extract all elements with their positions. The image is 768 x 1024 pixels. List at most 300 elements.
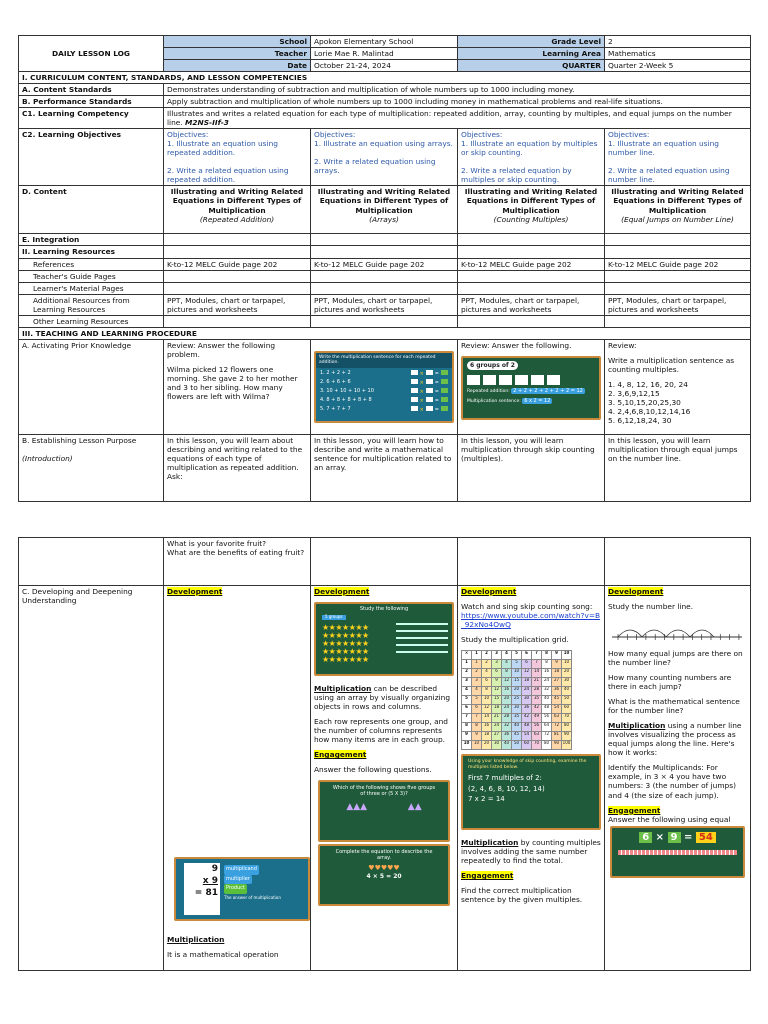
watch-instruction: Watch and sing skip counting song: — [461, 602, 593, 612]
grid-cell: 9 — [492, 678, 502, 687]
multiplicand: 9 — [211, 864, 218, 875]
engagement-tag: Engagement — [608, 805, 661, 815]
answer-boxes: × = — [411, 388, 448, 395]
grid-cell: 9 — [552, 651, 562, 660]
tg-day3 — [458, 270, 605, 282]
grid-cell: 2 — [462, 669, 472, 678]
grid-cell: 10 — [472, 741, 482, 750]
content-day4 — [605, 186, 751, 234]
reference-day3: K-to-12 MELC Guide page 202 — [458, 258, 605, 270]
grid-cell: 20 — [502, 696, 512, 705]
grid-cell: 81 — [552, 732, 562, 741]
quarter-value: Quarter 2-Week 5 — [605, 60, 751, 72]
mult-label: Multiplication sentence: — [467, 398, 521, 404]
multiples-item: 4. 2,4,6,8,10,12,14,16 — [608, 406, 691, 416]
tg-day1 — [164, 270, 311, 282]
grid-cell: 20 — [482, 741, 492, 750]
number-line-image — [608, 617, 746, 647]
numberline-definition: using a number line involves visualizing the process as equal jumps along the line. Here's how it works: — [608, 721, 742, 758]
grid-cell: 60 — [562, 705, 572, 714]
other-day3 — [458, 315, 605, 327]
grid-cell: 3 — [472, 678, 482, 687]
board-image-skip-counting — [461, 754, 601, 830]
grid-cell: 18 — [522, 678, 532, 687]
answer-boxes: × = — [411, 397, 448, 404]
establishing-label: B. Establishing Lesson Purpose — [22, 435, 137, 445]
grid-cell: 16 — [502, 687, 512, 696]
grid-cell: 12 — [482, 705, 492, 714]
establishing-day1 — [164, 434, 311, 501]
rows-explanation: Each row represents one group, and the number of columns represents how many items are in each group. — [314, 717, 448, 745]
activating-day4 — [605, 339, 751, 434]
question-favorite-fruit: What is your favorite fruit? — [167, 539, 267, 548]
grid-cell: 54 — [522, 732, 532, 741]
grid-cell: 90 — [562, 732, 572, 741]
introduction-label: (Introduction) — [22, 453, 73, 463]
grid-cell: 45 — [512, 732, 522, 741]
content-day3 — [458, 186, 605, 234]
ask-questions — [164, 538, 311, 586]
product-value: 54 — [696, 832, 716, 843]
board-image-multiplication-parts — [174, 857, 310, 921]
multiplication-heading: Multiplication — [461, 838, 519, 848]
integration-label: E. Integration — [19, 234, 164, 246]
objectives-day1 — [164, 129, 311, 186]
objective-2: 2. Write a related equation using repeated addition. — [167, 166, 289, 185]
board-rows — [316, 368, 452, 415]
board-instruction: Using your knowledge of skip counting, examine the multiples listed below. — [468, 759, 587, 770]
grid-cell: 90 — [552, 741, 562, 750]
repeated-addition-item: 5. 7 + 7 + 7 — [320, 406, 351, 413]
review-task: Write a multiplication sentence as counting multiples. — [608, 355, 735, 374]
grid-cell: 36 — [552, 687, 562, 696]
group-icons — [463, 373, 599, 387]
quarter-label: QUARTER — [458, 60, 605, 72]
objective-1: 1. Illustrate an equation using repeated addition. — [167, 139, 278, 158]
objectives-day3 — [458, 129, 605, 186]
grade-value: 2 — [605, 36, 751, 48]
content-standards-label: A. Content Standards — [19, 84, 164, 96]
activating-label: A. Activating Prior Knowledge — [19, 339, 164, 434]
grid-cell: 12 — [522, 669, 532, 678]
board-image-equal-jumps — [610, 826, 745, 878]
grid-cell: 3 — [492, 660, 502, 669]
lm-day1 — [164, 282, 311, 294]
grid-cell: 32 — [502, 723, 512, 732]
competency-code: M2NS-IIf-3 — [185, 118, 229, 128]
additional-day2: PPT, Modules, chart or tarpapel, pictures and worksheets — [311, 294, 458, 315]
grid-cell: 40 — [502, 741, 512, 750]
grid-cell: 18 — [552, 669, 562, 678]
array-definition: can be described using an array by visually organizing objects in rows and columns. — [314, 684, 451, 712]
grid-cell: 4 — [482, 669, 492, 678]
content-label: D. Content — [19, 186, 164, 234]
developing-label: C. Developing and Deepening Understanding — [19, 586, 164, 971]
group-icon — [483, 375, 496, 385]
reference-day2: K-to-12 MELC Guide page 202 — [311, 258, 458, 270]
board-title: Study the following — [359, 606, 409, 613]
objective-2: 2. Write a related equation by multiples or skip counting. — [461, 166, 572, 185]
competency-label: C1. Learning Competency — [19, 108, 164, 129]
repeated-addition-item: 4. 8 + 8 + 8 + 8 + 8 — [320, 397, 372, 404]
resources-day1 — [164, 246, 311, 258]
mult-value: 6 x 2 = 12 — [524, 397, 551, 404]
group-icon — [499, 375, 512, 385]
multiplication-grid — [461, 650, 572, 750]
activating-day3 — [458, 339, 605, 434]
establishing-text: In this lesson, you will learn about describing and writing related to the equations of each type of multiplication as repeated addition. — [167, 435, 303, 472]
grid-cell: 35 — [532, 696, 542, 705]
developing-day4 — [605, 586, 751, 971]
content-day1 — [164, 186, 311, 234]
additional-label: Additional Resources from Learning Resources — [19, 294, 164, 315]
grid-cell: 3 — [462, 678, 472, 687]
grid-cell: 16 — [482, 723, 492, 732]
board-heading: First 7 multiples of 2: — [468, 774, 542, 783]
other-day2 — [311, 315, 458, 327]
grid-cell: 18 — [492, 705, 502, 714]
youtube-link[interactable]: https://www.youtube.com/watch?v=B_92xNo4OwQ — [461, 611, 601, 630]
content-title: Illustrating and Writing Related Equations in Different Types of Multiplication — [464, 187, 598, 215]
question-math-sentence: What is the mathematical sentence for the number line? — [608, 697, 740, 716]
board-chip: 5 groups — [322, 615, 346, 620]
grid-cell: 80 — [562, 723, 572, 732]
grid-cell: 63 — [552, 714, 562, 723]
grid-cell: 24 — [502, 705, 512, 714]
board-row — [320, 405, 448, 414]
triangle-group-b: ▲▲ — [407, 802, 422, 813]
grid-cell: 63 — [532, 732, 542, 741]
jump-size: 9 — [668, 832, 681, 843]
jumps-count: 6 — [639, 832, 652, 843]
grid-cell: 50 — [512, 741, 522, 750]
grid-cell: 5 — [462, 696, 472, 705]
grid-cell: 14 — [482, 714, 492, 723]
date-value: October 21-24, 2024 — [311, 60, 458, 72]
developing-day3 — [458, 586, 605, 971]
grid-cell: 40 — [562, 687, 572, 696]
developing-day1 — [164, 586, 311, 971]
content-day2 — [311, 186, 458, 234]
performance-standards-text: Apply subtraction and multiplication of whole numbers up to 1000 including money in mathematical problems and real-life situations. — [164, 96, 751, 108]
content-title: Illustrating and Writing Related Equations in Different Types of Multiplication — [611, 187, 744, 215]
equation-card — [184, 863, 220, 915]
product-tag: Product — [224, 884, 247, 894]
integration-day1 — [164, 234, 311, 246]
review-text: Review: Answer the following problem. — [167, 340, 276, 359]
group-icon — [515, 375, 528, 385]
grid-cell: 7 — [462, 714, 472, 723]
lm-label: Learner's Material Pages — [19, 282, 164, 294]
board-equation: 7 x 2 = 14 — [468, 795, 505, 804]
section-teaching: III. TEACHING AND LEARNING PROCEDURE — [19, 327, 751, 339]
references-label: References — [19, 258, 164, 270]
grid-cell: 4 — [472, 687, 482, 696]
content-title: Illustrating and Writing Related Equations in Different Types of Multiplication — [317, 187, 451, 215]
grid-cell: 42 — [522, 714, 532, 723]
objectives-heading: Objectives: — [167, 130, 209, 140]
grid-cell: 27 — [492, 732, 502, 741]
grid-cell: 10 — [482, 696, 492, 705]
resources-day4 — [605, 246, 751, 258]
grid-cell: 49 — [532, 714, 542, 723]
engagement-instruction: Answer the following questions. — [314, 765, 432, 775]
resources-label: II. Learning Resources — [19, 246, 164, 258]
lm-day3 — [458, 282, 605, 294]
grid-cell: 3 — [492, 651, 502, 660]
grid-cell: 54 — [552, 705, 562, 714]
grid-cell: 6 — [462, 705, 472, 714]
board-lines — [396, 620, 448, 658]
grid-cell: 80 — [542, 741, 552, 750]
board-image-question-2: Complete the equation to describe the array. ♥♥♥♥♥ 4 × 5 = 20 — [318, 844, 450, 906]
board-image-star-array — [314, 602, 454, 676]
board-title: 6 groups of 2 — [467, 361, 518, 370]
grid-cell: 7 — [472, 714, 482, 723]
establishing-day3: In this lesson, you will learn multiplication through skip counting (multiples). — [458, 434, 605, 501]
grid-cell: 2 — [472, 669, 482, 678]
multiplication-definition: It is a mathematical operation — [167, 950, 279, 960]
grid-cell: 48 — [542, 705, 552, 714]
array-equation: 4 × 5 = 20 — [366, 873, 402, 880]
answer-boxes: × = — [411, 379, 448, 386]
objectives-heading: Objectives: — [461, 130, 503, 140]
grid-cell: 36 — [502, 732, 512, 741]
question-2: Complete the equation to describe the array. — [335, 849, 433, 862]
other-day4 — [605, 315, 751, 327]
star-row: ★★★★★★★ — [322, 655, 369, 665]
content-title: Illustrating and Writing Related Equations in Different Types of Multiplication — [170, 187, 304, 215]
grid-cell: 56 — [532, 723, 542, 732]
competency-text: Illustrates and writes a related equation for each type of multiplication: repeated addition, array, counting by multiples, and equal jumps on the number line. — [167, 109, 732, 128]
ask-label: Ask: — [167, 471, 183, 481]
grid-cell: 10 — [462, 741, 472, 750]
content-subtitle: (Arrays) — [369, 214, 399, 224]
tg-day2 — [311, 270, 458, 282]
multiplier: x 9 — [202, 876, 218, 887]
grid-cell: 24 — [492, 723, 502, 732]
development-tag: Development — [314, 587, 370, 596]
multiples-definition: by counting multiples involves adding the same number repeatedly to find the total. — [461, 838, 601, 866]
board-row — [320, 378, 448, 387]
grid-cell: 12 — [502, 678, 512, 687]
lm-day4 — [605, 282, 751, 294]
grid-cell: 30 — [562, 678, 572, 687]
multiplication-heading: Multiplication — [608, 721, 666, 731]
school-value: Apokon Elementary School — [311, 36, 458, 48]
content-standards-text: Demonstrates understanding of subtraction and multiplication of whole numbers up to 1000 including money. — [164, 84, 751, 96]
establishing-day2: In this lesson, you will learn how to describe and write a mathematical sentence for multiplication related to an array. — [311, 434, 458, 501]
grid-cell: 2 — [482, 660, 492, 669]
grid-cell: × — [462, 651, 472, 660]
review-text: Review: — [608, 340, 637, 350]
grid-cell: 27 — [552, 678, 562, 687]
grid-cell: 6 — [472, 705, 482, 714]
objectives-label: C2. Learning Objectives — [19, 129, 164, 186]
reference-day4: K-to-12 MELC Guide page 202 — [605, 258, 751, 270]
multiplication-heading: Multiplication — [314, 684, 372, 694]
engagement-instruction: Answer the following using equal — [608, 814, 731, 824]
grid-cell: 30 — [492, 741, 502, 750]
group-icon — [531, 375, 544, 385]
repeated-addition-item: 3. 10 + 10 + 10 + 10 — [320, 388, 374, 395]
grid-cell: 7 — [532, 651, 542, 660]
development-tag: Development — [608, 587, 664, 596]
area-value: Mathematics — [605, 48, 751, 60]
grid-cell: 70 — [562, 714, 572, 723]
grid-cell: 36 — [522, 705, 532, 714]
objective-2: 2. Write a related equation using arrays. — [314, 157, 436, 176]
grid-cell: 10 — [562, 651, 572, 660]
objective-1: 1. Illustrate an equation using arrays. — [314, 139, 453, 149]
star-row: ★★★★★★★ — [322, 623, 369, 633]
star-array — [322, 624, 369, 664]
grid-cell: 8 — [472, 723, 482, 732]
grid-cell: 21 — [492, 714, 502, 723]
grid-cell: 1 — [472, 660, 482, 669]
product-note: The answer of multiplication — [224, 894, 281, 900]
equals-sign: = — [683, 831, 693, 843]
grid-cell: 6 — [522, 651, 532, 660]
engagement-tag: Engagement — [461, 871, 514, 881]
grid-cell: 18 — [482, 732, 492, 741]
grid-cell: 72 — [552, 723, 562, 732]
objectives-day2 — [311, 129, 458, 186]
engagement-instruction: Find the correct multiplication sentence by the given multiples. — [461, 886, 583, 905]
continued-day3 — [458, 538, 605, 586]
reference-day1: K-to-12 MELC Guide page 202 — [164, 258, 311, 270]
grid-cell: 100 — [562, 741, 572, 750]
grid-cell: 14 — [532, 669, 542, 678]
grid-cell: 5 — [512, 660, 522, 669]
product: = 81 — [194, 888, 218, 899]
other-label: Other Learning Resources — [19, 315, 164, 327]
multiples-item: 3. 5,10,15,20,25,30 — [608, 397, 681, 407]
additional-day3: PPT, Modules, chart or tarpapel, pictures and worksheets — [458, 294, 605, 315]
board-title: Write the multiplication sentence for each repeated addition. — [316, 353, 452, 368]
grid-cell: 8 — [482, 687, 492, 696]
identify-multiplicands: Identify the Multiplicands: For example, in 3 × 4 you have two numbers: 3 (the number of jumps) and 4 (the size of each jump). — [608, 763, 736, 800]
review-text: Review: Answer the following. — [461, 340, 572, 350]
engagement-tag: Engagement — [314, 750, 367, 760]
board-row — [320, 387, 448, 396]
teacher-value: Lorie Mae R. Malintad — [311, 48, 458, 60]
multiples-item: 1. 4, 8, 12, 16, 20, 24 — [608, 379, 688, 389]
grid-cell: 30 — [522, 696, 532, 705]
objective-2: 2. Write a related equation using number line. — [608, 166, 730, 185]
school-label: School — [164, 36, 311, 48]
grid-cell: 8 — [462, 723, 472, 732]
resources-day2 — [311, 246, 458, 258]
numberline-instruction: Study the number line. — [608, 602, 694, 612]
grid-cell: 8 — [542, 660, 552, 669]
grid-cell: 16 — [542, 669, 552, 678]
grid-cell: 9 — [552, 660, 562, 669]
grid-cell: 42 — [532, 705, 542, 714]
board-number-line — [618, 850, 737, 855]
objective-1: 1. Illustrate an equation using number line. — [608, 139, 719, 158]
teacher-label: Teacher — [164, 48, 311, 60]
grid-cell: 7 — [532, 660, 542, 669]
grid-cell: 24 — [522, 687, 532, 696]
grid-cell: 60 — [522, 741, 532, 750]
grid-cell: 56 — [542, 714, 552, 723]
grid-cell: 20 — [562, 669, 572, 678]
grid-cell: 4 — [502, 651, 512, 660]
board-image-groups — [461, 356, 601, 420]
multiplicand-tag: multiplicand — [224, 865, 259, 875]
grid-instruction: Study the multiplication grid. — [461, 635, 569, 645]
repeated-label: Repeated addition: — [467, 389, 510, 395]
star-row: ★★★★★★★ — [322, 639, 369, 649]
times-sign: × — [655, 831, 665, 843]
developing-day2 — [311, 586, 458, 971]
activating-day1 — [164, 339, 311, 434]
additional-day1: PPT, Modules, chart or tarpapel, pictures and worksheets — [164, 294, 311, 315]
grid-cell: 10 — [562, 660, 572, 669]
grid-cell: 50 — [562, 696, 572, 705]
board-image-question-1 — [318, 780, 450, 842]
development-tag: Development — [167, 587, 223, 596]
answer-boxes: × = — [411, 406, 448, 413]
board-row — [320, 369, 448, 378]
grid-cell: 9 — [472, 732, 482, 741]
document-title: DAILY LESSON LOG — [19, 36, 164, 72]
grid-cell: 32 — [542, 687, 552, 696]
question-benefits: What are the benefits of eating fruit? — [167, 548, 305, 558]
development-tag: Development — [461, 587, 517, 596]
word-problem: Wilma picked 12 flowers one morning. She gave 2 to her mother and 3 to her sibling. How many flowers are left with Wilma? — [167, 364, 298, 401]
grid-cell: 5 — [472, 696, 482, 705]
activating-day2 — [311, 339, 458, 434]
repeated-value: 2 + 2 + 2 + 2 + 2 + 2 = 12 — [513, 388, 583, 395]
grid-cell: 12 — [492, 687, 502, 696]
tg-label: Teacher's Guide Pages — [19, 270, 164, 282]
question-1: Which of the following shows five groups of three or (5 X 3)? — [332, 785, 436, 798]
grid-cell: 4 — [462, 687, 472, 696]
question-numbers-per-jump: How many counting numbers are there in each jump? — [608, 673, 732, 692]
lesson-log-table-bottom — [18, 537, 751, 971]
grid-cell: 1 — [472, 651, 482, 660]
grid-cell: 8 — [542, 651, 552, 660]
grid-cell: 48 — [522, 723, 532, 732]
triangle-group-a: ▲▲▲ — [346, 802, 368, 813]
multiplication-heading: Multiplication — [167, 935, 225, 945]
date-label: Date — [164, 60, 311, 72]
grid-cell: 64 — [542, 723, 552, 732]
content-subtitle: (Repeated Addition) — [199, 214, 275, 224]
objective-1: 1. Illustrate an equation by multiples or skip counting. — [461, 139, 598, 158]
group-icon — [547, 375, 560, 385]
integration-day3 — [458, 234, 605, 246]
multiples-item: 5. 6,12,18,24, 30 — [608, 415, 672, 425]
grid-cell: 28 — [502, 714, 512, 723]
grid-cell: 70 — [532, 741, 542, 750]
area-label: Learning Area — [458, 48, 605, 60]
grid-cell: 21 — [532, 678, 542, 687]
grid-cell: 10 — [512, 669, 522, 678]
objectives-heading: Objectives: — [314, 130, 356, 140]
board-row — [320, 396, 448, 405]
content-subtitle: (Counting Multiples) — [493, 214, 569, 224]
grid-cell: 24 — [542, 678, 552, 687]
establishing-cell — [19, 434, 164, 501]
grid-cell: 40 — [542, 696, 552, 705]
establishing-day4: In this lesson, you will learn multiplication through equal jumps on the number line. — [605, 434, 751, 501]
section-curriculum: I. CURRICULUM CONTENT, STANDARDS, AND LESSON COMPETENCIES — [19, 72, 751, 84]
grade-label: Grade Level — [458, 36, 605, 48]
board-multiples: (2, 4, 6, 8, 10, 12, 14) — [468, 784, 545, 793]
